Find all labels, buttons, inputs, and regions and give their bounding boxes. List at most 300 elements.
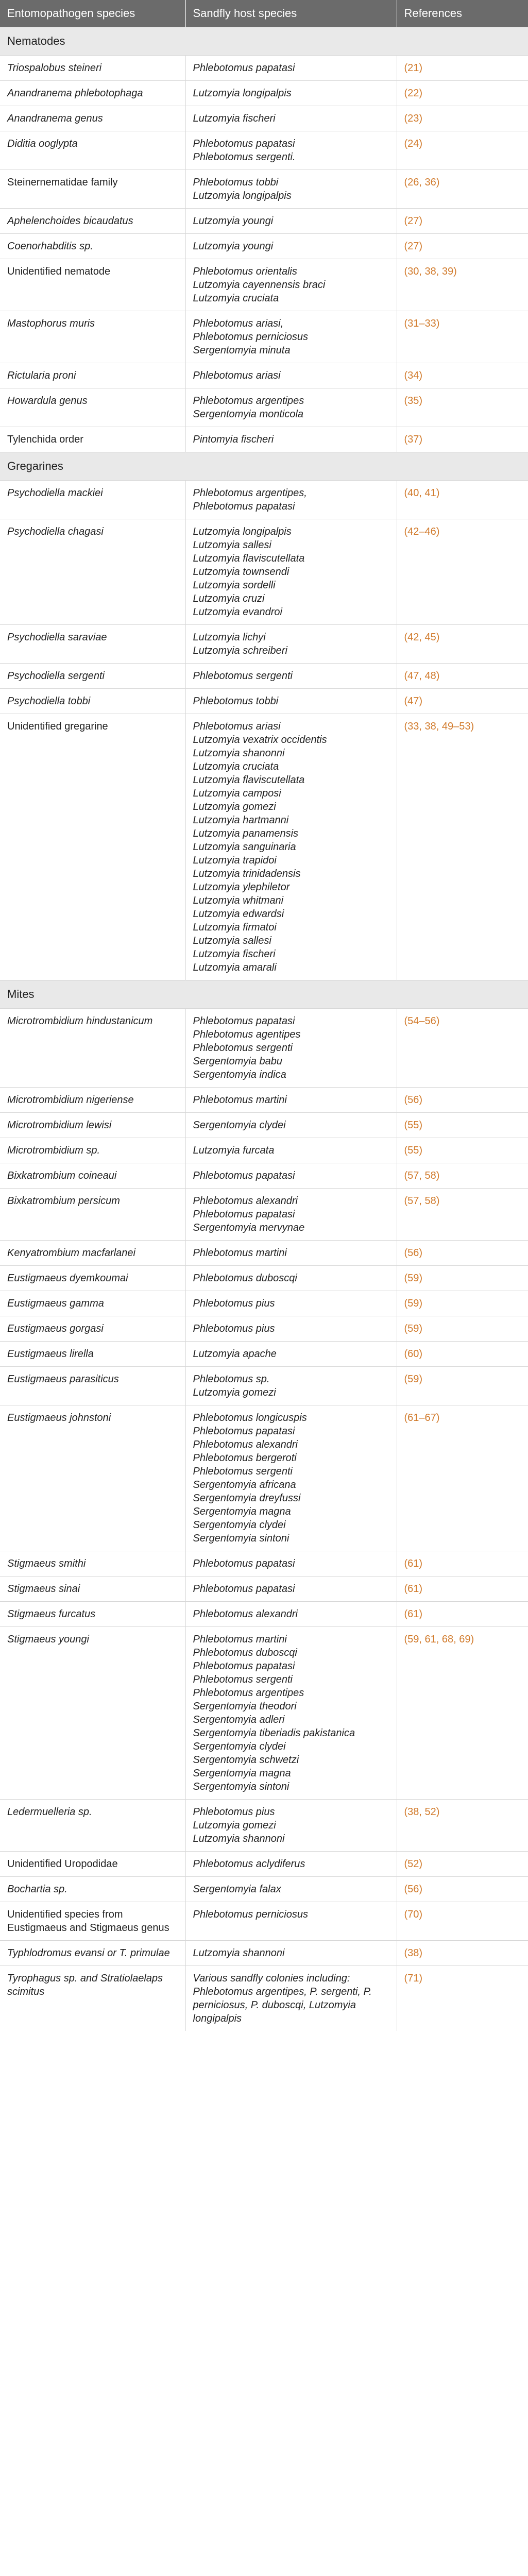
entomopathogen-species-cell: Microtrombidium hindustanicum bbox=[0, 1009, 185, 1088]
entomopathogen-species-cell: Psychodiella chagasi bbox=[0, 519, 185, 625]
sandfly-host-cell bbox=[185, 209, 397, 234]
host-species-item: Sergentomyia monticola bbox=[193, 409, 304, 420]
host-species-item: Phlebotomus longicuspis bbox=[193, 1412, 307, 1423]
references-cell bbox=[397, 81, 528, 106]
host-species-item: Lutzomyia whitmani bbox=[193, 895, 284, 906]
table-row bbox=[0, 1800, 528, 1852]
reference-link[interactable]: (38) bbox=[404, 1947, 423, 1959]
reference-link[interactable]: (31–33) bbox=[404, 318, 440, 329]
sandfly-host-cell bbox=[185, 1342, 397, 1367]
section-header-row bbox=[0, 27, 528, 56]
sandfly-host-cell bbox=[185, 664, 397, 689]
host-species-item: Lutzomyia ylephiletor bbox=[193, 882, 290, 893]
reference-link[interactable]: (26, 36) bbox=[404, 177, 440, 188]
sandfly-host-cell bbox=[185, 81, 397, 106]
host-species-item: Lutzomyia townsendi bbox=[193, 566, 289, 578]
table-row bbox=[0, 427, 528, 452]
sandfly-host-cell bbox=[185, 1966, 397, 2031]
references-cell bbox=[397, 209, 528, 234]
host-species-item: Lutzomyia apache bbox=[193, 1348, 277, 1360]
entomopathogen-species-cell: Eustigmaeus johnstoni bbox=[0, 1405, 185, 1551]
entomopathogen-species-cell: Stigmaeus smithi bbox=[0, 1551, 185, 1577]
reference-link[interactable]: (70) bbox=[404, 1909, 423, 1920]
host-species-item: Phlebotomus sergenti bbox=[193, 1466, 293, 1477]
sandfly-host-cell bbox=[185, 1163, 397, 1189]
host-species-item: Sergentomyia sintoni bbox=[193, 1533, 289, 1544]
host-species-item: Lutzomyia sallesi bbox=[193, 539, 271, 551]
entomopathogen-species-cell: Microtrombidium sp. bbox=[0, 1138, 185, 1163]
host-species-item: Lutzomyia gomezi bbox=[193, 1387, 276, 1398]
host-species-item: Lutzomyia gomezi bbox=[193, 1820, 276, 1831]
entomopathogen-species-cell: Anandranema phlebotophaga bbox=[0, 81, 185, 106]
host-species-item: Phlebotomus argentipes bbox=[193, 1687, 304, 1699]
reference-link[interactable]: (40, 41) bbox=[404, 487, 440, 499]
host-species-item: Sergentomyia africana bbox=[193, 1479, 296, 1490]
reference-link[interactable]: (56) bbox=[404, 1094, 423, 1106]
table-row bbox=[0, 1367, 528, 1405]
references-cell bbox=[397, 1902, 528, 1941]
host-species-item: Lutzomyia hartmanni bbox=[193, 815, 289, 826]
sandfly-host-cell bbox=[185, 363, 397, 388]
references-cell bbox=[397, 1316, 528, 1342]
host-species-item: Phlebotomus sergenti bbox=[193, 1042, 293, 1054]
host-species-item: Phlebotomus sergenti. bbox=[193, 151, 296, 163]
sandfly-host-cell bbox=[185, 625, 397, 664]
host-species-item: Lutzomyia lichyi bbox=[193, 632, 266, 643]
references-cell bbox=[397, 1189, 528, 1241]
host-species-item: Lutzomyia sallesi bbox=[193, 935, 271, 946]
entomopathogen-species-cell: Howardula genus bbox=[0, 388, 185, 427]
table-row bbox=[0, 1602, 528, 1627]
entomopathogen-species-cell: Aphelenchoides bicaudatus bbox=[0, 209, 185, 234]
host-species-item: Sergentomyia indica bbox=[193, 1069, 286, 1080]
references-cell bbox=[397, 1113, 528, 1138]
table-row bbox=[0, 1551, 528, 1577]
host-species-item: Phlebotomus alexandri bbox=[193, 1195, 298, 1207]
table-row bbox=[0, 1902, 528, 1941]
references-cell bbox=[397, 1627, 528, 1800]
host-species-item: Lutzomyia youngi bbox=[193, 215, 274, 227]
entomopathogen-species-cell: Psychodiella sergenti bbox=[0, 664, 185, 689]
host-species-item: Sergentomyia theodori bbox=[193, 1701, 297, 1712]
host-species-item: Lutzomyia panamensis bbox=[193, 828, 299, 839]
host-species-item: Lutzomyia youngi bbox=[193, 241, 274, 252]
host-species-item: Sergentomyia clydei bbox=[193, 1120, 286, 1131]
entomopathogen-species-cell: Eustigmaeus parasiticus bbox=[0, 1367, 185, 1405]
entomopathogen-species-cell: Coenorhabditis sp. bbox=[0, 234, 185, 259]
sandfly-host-cell bbox=[185, 1800, 397, 1852]
references-cell bbox=[397, 1577, 528, 1602]
sandfly-host-cell bbox=[185, 1113, 397, 1138]
entomopathogen-species-cell: Unidentified species from Eustigmaeus and Stigmaeus genus bbox=[0, 1902, 185, 1941]
table-body bbox=[0, 27, 528, 2031]
host-species-item: Sergentomyia magna bbox=[193, 1768, 291, 1779]
entomopathogen-species-cell: Bixkatrombium coineaui bbox=[0, 1163, 185, 1189]
host-species-item: Sergentomyia dreyfussi bbox=[193, 1493, 301, 1504]
host-species-item: Sergentomyia falax bbox=[193, 1884, 281, 1895]
table-row bbox=[0, 1941, 528, 1966]
references-cell bbox=[397, 1163, 528, 1189]
sandfly-host-cell bbox=[185, 234, 397, 259]
host-species-item: Sergentomyia clydei bbox=[193, 1519, 286, 1531]
host-species-item: Phlebotomus papatasi bbox=[193, 1583, 295, 1595]
sandfly-host-cell bbox=[185, 1316, 397, 1342]
references-cell bbox=[397, 131, 528, 170]
sandfly-host-cell bbox=[185, 1602, 397, 1627]
table-row bbox=[0, 1009, 528, 1088]
reference-link[interactable]: (35) bbox=[404, 395, 423, 406]
references-cell bbox=[397, 1342, 528, 1367]
host-species-item: Sergentomyia babu bbox=[193, 1056, 282, 1067]
entomopathogen-species-cell: Psychodiella tobbi bbox=[0, 689, 185, 714]
table-row bbox=[0, 1113, 528, 1138]
reference-link[interactable]: (60) bbox=[404, 1348, 423, 1360]
host-species-item: Lutzomyia schreiberi bbox=[193, 645, 287, 656]
host-species-item: Sergentomyia magna bbox=[193, 1506, 291, 1517]
reference-link[interactable]: (61) bbox=[404, 1608, 423, 1620]
host-species-item: Phlebotomus ariasi bbox=[193, 721, 281, 732]
entomopathogen-species-cell: Unidentified Uropodidae bbox=[0, 1852, 185, 1877]
reference-link[interactable]: (42–46) bbox=[404, 526, 440, 537]
entomopathogen-species-cell: Stigmaeus furcatus bbox=[0, 1602, 185, 1627]
reference-link[interactable]: (38, 52) bbox=[404, 1806, 440, 1818]
host-species-item: Phlebotomus perniciosus bbox=[193, 331, 308, 343]
reference-link[interactable]: (47) bbox=[404, 696, 423, 707]
sandfly-host-cell bbox=[185, 106, 397, 131]
host-species-item: Sergentomyia tiberiadis pakistanica bbox=[193, 1727, 355, 1739]
references-cell bbox=[397, 481, 528, 519]
table-row bbox=[0, 1877, 528, 1902]
reference-link[interactable]: (21) bbox=[404, 62, 423, 74]
table-row bbox=[0, 1088, 528, 1113]
host-species-item: Phlebotomus alexandri bbox=[193, 1439, 298, 1450]
table-row bbox=[0, 56, 528, 81]
host-species-item: Phlebotomus duboscqi bbox=[193, 1273, 297, 1284]
host-species-item: Phlebotomus argentipes, bbox=[193, 487, 307, 499]
host-species-item: Lutzomyia cayennensis braci bbox=[193, 279, 326, 291]
entomopathogen-species-cell: Bixkatrombium persicum bbox=[0, 1189, 185, 1241]
entomopathogen-species-cell: Bochartia sp. bbox=[0, 1877, 185, 1902]
table-row bbox=[0, 1966, 528, 2031]
table-row bbox=[0, 1852, 528, 1877]
host-species-item: Phlebotomus martini bbox=[193, 1634, 287, 1645]
table-row bbox=[0, 234, 528, 259]
table-row bbox=[0, 1266, 528, 1291]
references-cell bbox=[397, 1551, 528, 1577]
host-species-item: Phlebotomus ariasi bbox=[193, 370, 281, 381]
host-species-item: Lutzomyia amarali bbox=[193, 962, 277, 973]
reference-link[interactable]: (59) bbox=[404, 1374, 423, 1385]
sandfly-host-cell bbox=[185, 56, 397, 81]
table-row bbox=[0, 311, 528, 363]
host-species-item: Phlebotomus papatasi bbox=[193, 1558, 295, 1569]
host-species-item: Lutzomyia longipalpis bbox=[193, 88, 292, 99]
sandfly-host-cell bbox=[185, 1902, 397, 1941]
references-cell bbox=[397, 625, 528, 664]
entomopathogen-species-cell: Eustigmaeus dyemkoumai bbox=[0, 1266, 185, 1291]
table-row bbox=[0, 131, 528, 170]
reference-link[interactable]: (59) bbox=[404, 1298, 423, 1309]
reference-link[interactable]: (30, 38, 39) bbox=[404, 266, 457, 277]
reference-link[interactable]: (59) bbox=[404, 1323, 423, 1334]
table-row bbox=[0, 106, 528, 131]
references-cell bbox=[397, 1852, 528, 1877]
reference-link[interactable]: (59) bbox=[404, 1273, 423, 1284]
entomopathogen-species-cell: Diditia ooglypta bbox=[0, 131, 185, 170]
host-species-item: Phlebotomus papatasi bbox=[193, 1170, 295, 1181]
table-row bbox=[0, 209, 528, 234]
host-species-item: Lutzomyia trapidoi bbox=[193, 855, 277, 866]
sandfly-host-cell bbox=[185, 689, 397, 714]
host-species-item: Lutzomyia trinidadensis bbox=[193, 868, 301, 879]
header-references: References bbox=[397, 0, 528, 27]
reference-link[interactable]: (47, 48) bbox=[404, 670, 440, 682]
table-row bbox=[0, 714, 528, 980]
table-row bbox=[0, 363, 528, 388]
host-species-item: Lutzomyia vexatrix occidentis bbox=[193, 734, 327, 745]
host-species-item: Sergentomyia adleri bbox=[193, 1714, 285, 1725]
sandfly-host-cell bbox=[185, 1189, 397, 1241]
entomopathogen-species-cell: Unidentified nematode bbox=[0, 259, 185, 311]
host-species-item: Phlebotomus alexandri bbox=[193, 1608, 298, 1620]
sandfly-host-cell bbox=[185, 1405, 397, 1551]
entomopathogen-species-cell: Stigmaeus sinai bbox=[0, 1577, 185, 1602]
reference-link[interactable]: (71) bbox=[404, 1973, 423, 1984]
table-row bbox=[0, 1577, 528, 1602]
table-row bbox=[0, 1342, 528, 1367]
entomopathogen-species-cell: Eustigmaeus gorgasi bbox=[0, 1316, 185, 1342]
sandfly-host-cell bbox=[185, 1241, 397, 1266]
host-species-item: Phlebotomus argentipes bbox=[193, 395, 304, 406]
host-species-item: Phlebotomus sergenti bbox=[193, 1674, 293, 1685]
reference-link[interactable]: (59, 61, 68, 69) bbox=[404, 1634, 474, 1645]
host-species-item: Lutzomyia evandroi bbox=[193, 606, 282, 618]
section-title: Mites bbox=[0, 980, 528, 1009]
references-cell bbox=[397, 1088, 528, 1113]
table-row bbox=[0, 1291, 528, 1316]
section-title: Gregarines bbox=[0, 452, 528, 481]
table-row bbox=[0, 689, 528, 714]
references-cell bbox=[397, 1602, 528, 1627]
sandfly-host-cell bbox=[185, 714, 397, 980]
host-species-item: Phlebotomus pius bbox=[193, 1298, 275, 1309]
host-species-item: Lutzomyia shannoni bbox=[193, 1833, 285, 1844]
host-species-item: Sergentomyia minuta bbox=[193, 345, 291, 356]
host-species-item: Phlebotomus agentipes bbox=[193, 1029, 301, 1040]
reference-link[interactable]: (24) bbox=[404, 138, 423, 149]
sandfly-host-cell bbox=[185, 1627, 397, 1800]
references-cell bbox=[397, 388, 528, 427]
host-species-item: Lutzomyia sanguinaria bbox=[193, 841, 296, 853]
entomopathogen-species-cell: Psychodiella saraviae bbox=[0, 625, 185, 664]
host-species-item: Sergentomyia mervynae bbox=[193, 1222, 305, 1233]
entomopathogen-species-cell: Mastophorus muris bbox=[0, 311, 185, 363]
host-species-item: Phlebotomus duboscqi bbox=[193, 1647, 297, 1658]
reference-link[interactable]: (23) bbox=[404, 113, 423, 124]
section-header-row bbox=[0, 452, 528, 481]
sandfly-host-cell bbox=[185, 170, 397, 209]
entomopathogen-species-cell: Typhlodromus evansi or T. primulae bbox=[0, 1941, 185, 1966]
host-species-item: Phlebotomus tobbi bbox=[193, 696, 279, 707]
references-cell bbox=[397, 1009, 528, 1088]
table-header-row bbox=[0, 0, 528, 27]
references-cell bbox=[397, 664, 528, 689]
sandfly-host-cell bbox=[185, 1852, 397, 1877]
sandfly-host-cell bbox=[185, 481, 397, 519]
host-species-item: Lutzomyia sordelli bbox=[193, 580, 276, 591]
table-row bbox=[0, 1163, 528, 1189]
reference-link[interactable]: (27) bbox=[404, 241, 423, 252]
sandfly-host-cell bbox=[185, 131, 397, 170]
table-row bbox=[0, 170, 528, 209]
host-species-item: Various sandfly colonies including: Phlebotomus argentipes, P. sergenti, P. perniciosus, P. duboscqi, Lutzomyia longipalpis bbox=[193, 1973, 372, 2024]
entomopathogen-species-cell: Rictularia proni bbox=[0, 363, 185, 388]
references-cell bbox=[397, 1877, 528, 1902]
reference-link[interactable]: (56) bbox=[404, 1247, 423, 1259]
sandfly-host-cell bbox=[185, 1266, 397, 1291]
host-species-item: Phlebotomus perniciosus bbox=[193, 1909, 308, 1920]
reference-link[interactable]: (61) bbox=[404, 1558, 423, 1569]
host-species-item: Phlebotomus pius bbox=[193, 1323, 275, 1334]
sandfly-host-cell bbox=[185, 1138, 397, 1163]
references-cell bbox=[397, 234, 528, 259]
header-sandfly-host-species: Sandfly host species bbox=[185, 0, 397, 27]
references-cell bbox=[397, 1966, 528, 2031]
host-species-item: Lutzomyia flaviscutellata bbox=[193, 553, 305, 564]
host-species-item: Lutzomyia flaviscutellata bbox=[193, 774, 305, 786]
host-species-item: Sergentomyia sintoni bbox=[193, 1781, 289, 1792]
entomopathogen-species-cell: Unidentified gregarine bbox=[0, 714, 185, 980]
reference-link[interactable]: (55) bbox=[404, 1120, 423, 1131]
references-cell bbox=[397, 56, 528, 81]
entomopathogen-species-cell: Ledermuelleria sp. bbox=[0, 1800, 185, 1852]
host-species-item: Phlebotomus bergeroti bbox=[193, 1452, 297, 1464]
host-species-item: Lutzomyia longipalpis bbox=[193, 190, 292, 201]
references-cell bbox=[397, 106, 528, 131]
table-row bbox=[0, 259, 528, 311]
table-row bbox=[0, 664, 528, 689]
table-row bbox=[0, 81, 528, 106]
table-row bbox=[0, 1189, 528, 1241]
host-species-item: Phlebotomus tobbi bbox=[193, 177, 279, 188]
host-species-item: Lutzomyia shanonni bbox=[193, 748, 285, 759]
references-cell bbox=[397, 311, 528, 363]
references-cell bbox=[397, 259, 528, 311]
references-cell bbox=[397, 519, 528, 625]
reference-link[interactable]: (56) bbox=[404, 1884, 423, 1895]
references-cell bbox=[397, 714, 528, 980]
host-species-item: Lutzomyia cruzi bbox=[193, 593, 265, 604]
entomopathogen-species-cell: Tylenchida order bbox=[0, 427, 185, 452]
reference-link[interactable]: (52) bbox=[404, 1858, 423, 1870]
host-species-item: Lutzomyia furcata bbox=[193, 1145, 275, 1156]
sandfly-host-cell bbox=[185, 388, 397, 427]
entomopathogen-species-cell: Eustigmaeus lirella bbox=[0, 1342, 185, 1367]
reference-link[interactable]: (57, 58) bbox=[404, 1195, 440, 1207]
section-header-row bbox=[0, 980, 528, 1009]
reference-link[interactable]: (55) bbox=[404, 1145, 423, 1156]
host-species-item: Lutzomyia longipalpis bbox=[193, 526, 292, 537]
host-species-item: Lutzomyia fischeri bbox=[193, 113, 276, 124]
host-species-item: Phlebotomus orientalis bbox=[193, 266, 297, 277]
references-cell bbox=[397, 1800, 528, 1852]
entomopathogen-species-cell: Steinernematidae family bbox=[0, 170, 185, 209]
host-species-item: Lutzomyia firmatoi bbox=[193, 922, 277, 933]
references-cell bbox=[397, 689, 528, 714]
entomopathogen-species-cell: Psychodiella mackiei bbox=[0, 481, 185, 519]
references-cell bbox=[397, 1291, 528, 1316]
reference-link[interactable]: (61) bbox=[404, 1583, 423, 1595]
sandfly-host-cell bbox=[185, 1367, 397, 1405]
reference-link[interactable]: (34) bbox=[404, 370, 423, 381]
entomopathogen-species-cell: Microtrombidium lewisi bbox=[0, 1113, 185, 1138]
references-cell bbox=[397, 1266, 528, 1291]
sandfly-host-cell bbox=[185, 1291, 397, 1316]
entomopathogen-species-cell: Tyrophagus sp. and Stratiolaelaps scimitus bbox=[0, 1966, 185, 2031]
host-species-item: Lutzomyia edwardsi bbox=[193, 908, 284, 920]
host-species-item: Phlebotomus papatasi bbox=[193, 1426, 295, 1437]
references-cell bbox=[397, 1367, 528, 1405]
sandfly-host-cell bbox=[185, 519, 397, 625]
host-species-item: Phlebotomus papatasi bbox=[193, 1015, 295, 1027]
host-species-item: Pintomyia fischeri bbox=[193, 434, 274, 445]
host-species-item: Lutzomyia gomezi bbox=[193, 801, 276, 812]
sandfly-host-cell bbox=[185, 1551, 397, 1577]
table-row bbox=[0, 1627, 528, 1800]
reference-link[interactable]: (57, 58) bbox=[404, 1170, 440, 1181]
reference-link[interactable]: (22) bbox=[404, 88, 423, 99]
host-species-item: Phlebotomus sp. bbox=[193, 1374, 270, 1385]
host-species-item: Lutzomyia shannoni bbox=[193, 1947, 285, 1959]
references-cell bbox=[397, 363, 528, 388]
host-species-item: Lutzomyia cruciata bbox=[193, 293, 279, 304]
table-row bbox=[0, 388, 528, 427]
entomopathogen-species-cell: Anandranema genus bbox=[0, 106, 185, 131]
reference-link[interactable]: (42, 45) bbox=[404, 632, 440, 643]
references-cell bbox=[397, 1941, 528, 1966]
reference-link[interactable]: (27) bbox=[404, 215, 423, 227]
host-species-item: Phlebotomus ariasi, bbox=[193, 318, 284, 329]
host-species-item: Phlebotomus papatasi bbox=[193, 138, 295, 149]
table-row bbox=[0, 1316, 528, 1342]
reference-link[interactable]: (37) bbox=[404, 434, 423, 445]
references-cell bbox=[397, 1241, 528, 1266]
entomopathogen-species-cell: Kenyatrombium macfarlanei bbox=[0, 1241, 185, 1266]
table-row bbox=[0, 1241, 528, 1266]
section-title: Nematodes bbox=[0, 27, 528, 56]
sandfly-host-cell bbox=[185, 1877, 397, 1902]
sandfly-host-cell bbox=[185, 1009, 397, 1088]
reference-link[interactable]: (33, 38, 49–53) bbox=[404, 721, 474, 732]
entomopathogen-species-cell: Eustigmaeus gamma bbox=[0, 1291, 185, 1316]
host-species-item: Lutzomyia camposi bbox=[193, 788, 281, 799]
host-species-item: Phlebotomus pius bbox=[193, 1806, 275, 1818]
host-species-item: Phlebotomus aclydiferus bbox=[193, 1858, 305, 1870]
table-row bbox=[0, 481, 528, 519]
header-entomopathogen-species: Entomopathogen species bbox=[0, 0, 185, 27]
host-species-item: Lutzomyia cruciata bbox=[193, 761, 279, 772]
reference-link[interactable]: (54–56) bbox=[404, 1015, 440, 1027]
host-species-item: Phlebotomus papatasi bbox=[193, 62, 295, 74]
host-species-item: Lutzomyia fischeri bbox=[193, 948, 276, 960]
references-cell bbox=[397, 1138, 528, 1163]
host-species-item: Sergentomyia clydei bbox=[193, 1741, 286, 1752]
reference-link[interactable]: (61–67) bbox=[404, 1412, 440, 1423]
sandfly-host-cell bbox=[185, 259, 397, 311]
host-species-item: Sergentomyia schwetzi bbox=[193, 1754, 299, 1766]
sandfly-host-cell bbox=[185, 427, 397, 452]
references-cell bbox=[397, 427, 528, 452]
